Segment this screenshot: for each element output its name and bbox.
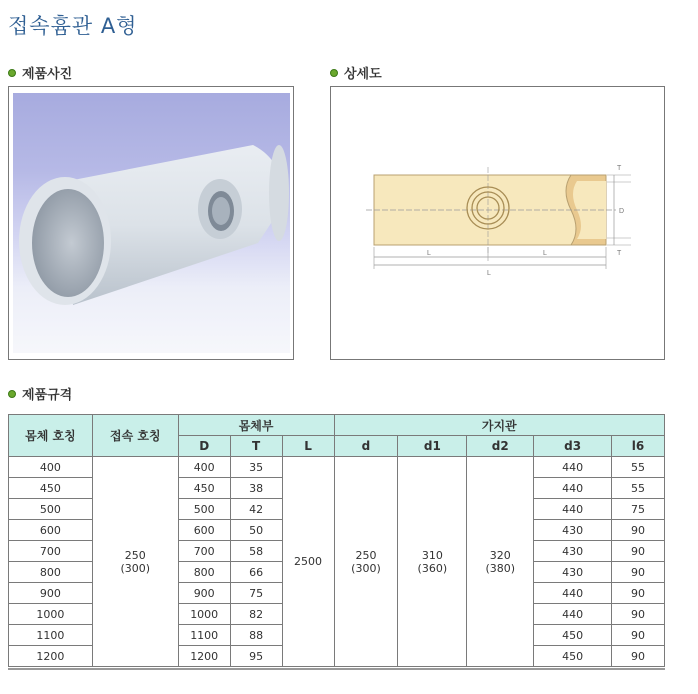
cell-d3: 440	[534, 457, 612, 478]
spec-table	[8, 414, 665, 667]
cell-l6: 90	[612, 562, 665, 583]
col-d2: d2	[467, 436, 534, 457]
cell-T: 75	[230, 583, 282, 604]
cell-L: 2500	[282, 457, 334, 667]
joint-size-alt: (300)	[120, 561, 151, 575]
cell-D: 450	[178, 478, 230, 499]
cell-D: 1200	[178, 646, 230, 667]
label-l1: L	[427, 250, 431, 257]
d2-alt: (380)	[485, 561, 516, 575]
cell-size: 450	[9, 478, 93, 499]
product-photo	[13, 93, 290, 353]
cell-T: 58	[230, 541, 282, 562]
cell-d3: 440	[534, 499, 612, 520]
cell-T: 95	[230, 646, 282, 667]
cell-d3: 450	[534, 646, 612, 667]
d1-value: 310	[421, 548, 443, 562]
label-t-top: T	[617, 165, 622, 172]
d-alt: (300)	[351, 561, 381, 575]
cell-D: 800	[178, 562, 230, 583]
section-detail-heading	[330, 63, 382, 82]
cell-d3: 440	[534, 583, 612, 604]
cell-l6: 90	[612, 541, 665, 562]
col-l6: l6	[612, 436, 665, 457]
cell-d3: 430	[534, 541, 612, 562]
section-photo-label: 제품사진	[22, 67, 73, 82]
cell-T: 88	[230, 625, 282, 646]
label-l: L	[487, 270, 491, 277]
label-d: D	[619, 208, 625, 215]
table-row	[9, 457, 665, 478]
cell-l6: 90	[612, 583, 665, 604]
cell-d3: 430	[534, 562, 612, 583]
cell-T: 35	[230, 457, 282, 478]
joint-size-value: 250	[124, 548, 146, 562]
cell-d3: 450	[534, 625, 612, 646]
cell-l6: 90	[612, 604, 665, 625]
d-value: 250	[355, 548, 377, 562]
cell-size: 600	[9, 520, 93, 541]
bullet-icon	[8, 69, 16, 77]
col-d-upper: D	[178, 436, 230, 457]
cell-l6: 55	[612, 478, 665, 499]
bullet-icon	[8, 390, 16, 398]
col-body-size: 몸체 호칭	[9, 415, 93, 457]
cell-d3: 430	[534, 520, 612, 541]
cell-size: 800	[9, 562, 93, 583]
cell-size: 700	[9, 541, 93, 562]
cell-l6: 55	[612, 457, 665, 478]
cell-l6: 90	[612, 646, 665, 667]
cell-l6: 75	[612, 499, 665, 520]
col-d-lower: d	[334, 436, 398, 457]
cell-D: 600	[178, 520, 230, 541]
detail-drawing-frame	[330, 86, 665, 360]
cell-d	[334, 457, 398, 667]
cell-T: 42	[230, 499, 282, 520]
cell-D: 700	[178, 541, 230, 562]
cell-size: 900	[9, 583, 93, 604]
cell-D: 1000	[178, 604, 230, 625]
cell-D: 500	[178, 499, 230, 520]
d2-value: 320	[489, 548, 511, 562]
cell-d1	[398, 457, 467, 667]
detail-drawing	[331, 87, 664, 359]
col-d1: d1	[398, 436, 467, 457]
page-title: 접속흄관 A형	[8, 14, 138, 38]
cell-T: 38	[230, 478, 282, 499]
col-l: L	[282, 436, 334, 457]
cell-T: 50	[230, 520, 282, 541]
cell-d3: 440	[534, 604, 612, 625]
cell-l6: 90	[612, 520, 665, 541]
section-spec-heading	[8, 384, 72, 403]
cell-D: 400	[178, 457, 230, 478]
label-l2: L	[543, 250, 547, 257]
section-photo-heading	[8, 63, 72, 82]
cell-D: 1100	[178, 625, 230, 646]
bullet-icon	[330, 69, 338, 77]
cell-D: 900	[178, 583, 230, 604]
cell-size: 400	[9, 457, 93, 478]
col-d3: d3	[534, 436, 612, 457]
col-joint-size: 접속 호칭	[92, 415, 178, 457]
cell-T: 82	[230, 604, 282, 625]
table-bottom-border	[8, 668, 665, 670]
d1-alt: (360)	[417, 561, 448, 575]
cell-d2	[467, 457, 534, 667]
cell-size: 500	[9, 499, 93, 520]
cell-size: 1000	[9, 604, 93, 625]
cell-d3: 440	[534, 478, 612, 499]
product-photo-frame	[8, 86, 294, 360]
cell-T: 66	[230, 562, 282, 583]
section-spec-label: 제품규격	[22, 388, 73, 403]
cell-l6: 90	[612, 625, 665, 646]
col-branch: 가지관	[334, 415, 665, 436]
col-t: T	[230, 436, 282, 457]
cell-size: 1200	[9, 646, 93, 667]
label-t-bottom: T	[617, 250, 622, 257]
pipe-image	[13, 93, 290, 353]
section-detail-label: 상세도	[344, 67, 382, 82]
cell-joint-size	[92, 457, 178, 667]
cell-size: 1100	[9, 625, 93, 646]
col-body-part: 몸체부	[178, 415, 334, 436]
